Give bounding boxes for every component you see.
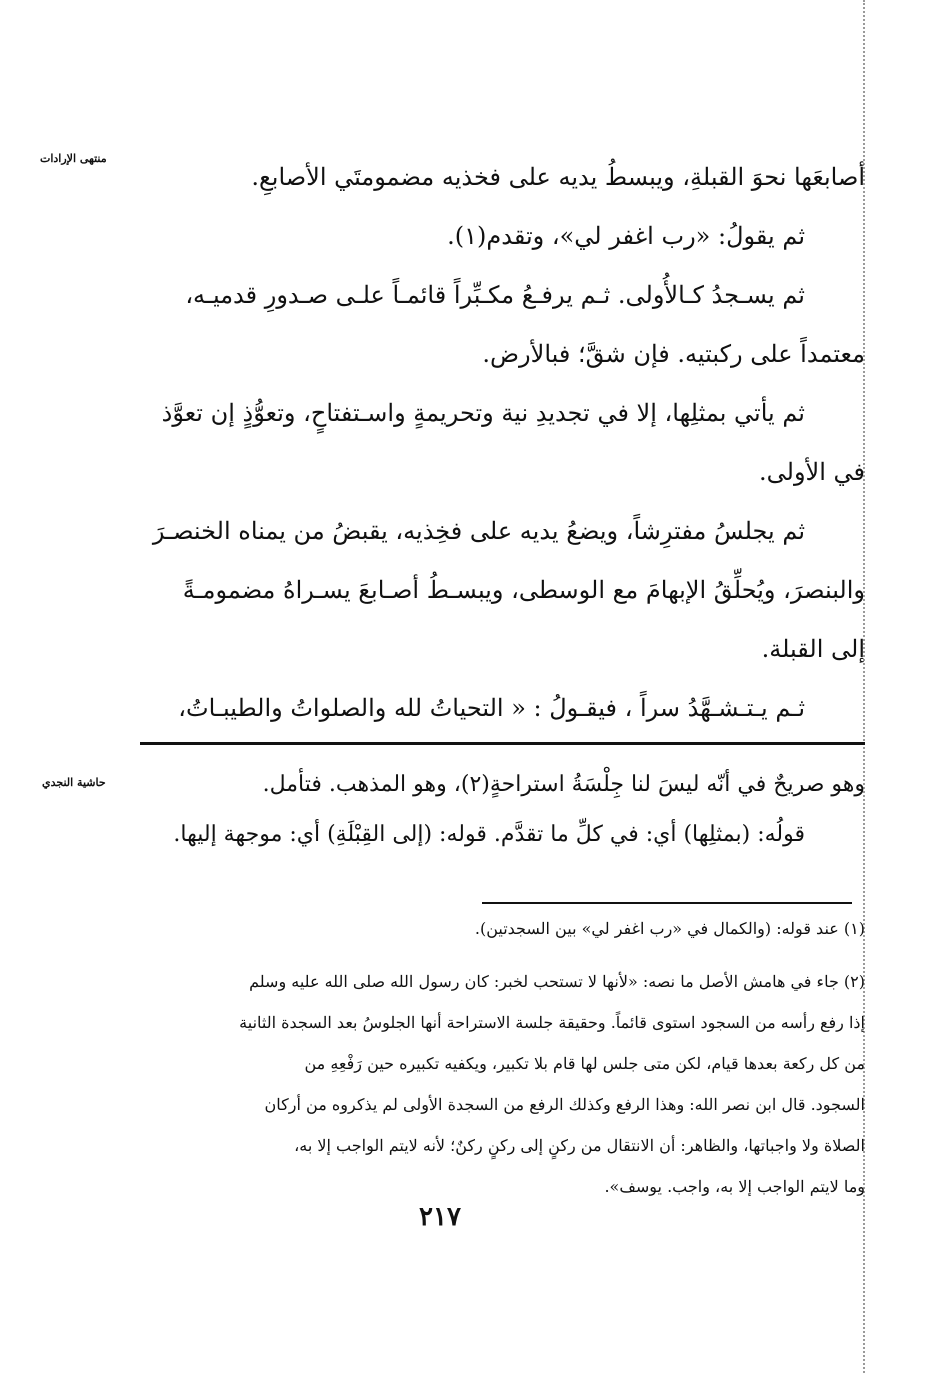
footnotes (140, 908, 865, 1207)
footnote-2-line: إذا رفع رأسه من السجود استوى قائماً. وحقيقة جلسة الاستراحة أنها الجلوسُ بعد السجدة الثانية (239, 1013, 865, 1032)
footnote-1: (١) عند قوله: (والكمال في «رب اغفر لي» بين السجدتين). (474, 919, 865, 938)
footnote-2-line: الصلاة ولا واجباتها، والظاهر: أن الانتقال من ركنٍ إلى ركنٍ ركنٌ؛ لأنه لايتم الواجب إلا به، (294, 1136, 865, 1155)
body-line: ثم يجلسُ مفترِشاً، ويضعُ يديه على فخِذيه، يقبضُ من يمناه الخنصـرَ (152, 517, 805, 545)
margin-label-hashiya: حاشية النجدي (42, 776, 106, 789)
body-line-separator: ثـم يـتـشـهَّدُ سراً ، فيقـولُ : « التحياتُ لله والصلواتُ والطيبـاتُ، (140, 679, 865, 745)
body-line: ثم يسـجدُ كـالأُولى. ثـم يرفـعُ مكـبِّراً قائمـاً علـى صـدورِ قدميـه، (185, 281, 805, 309)
body-line: في الأولى. (759, 458, 865, 486)
footnote-2-line: السجود. قال ابن نصر الله: وهذا الرفع وكذلك الرفع من السجدة الأولى لم يذكروه من أركان (264, 1095, 865, 1114)
body-line: أصابعَها نحوَ القبلةِ، ويبسطُ يديه على فخذيه مضمومتَي الأصابعِ. (251, 163, 865, 191)
hashiya-text (140, 760, 865, 860)
body-line: إلى القبلة. (761, 635, 865, 663)
body-line: معتمداً على ركبتيه. فإن شقَّ؛ فبالأرض. (482, 340, 865, 368)
hashiya-line: قولُه: (بمثلِها) أي: في كلِّ ما تقدَّم. قوله: (إلى القِبْلَةِ) أي: موجهة إليها. (173, 822, 805, 847)
hashiya-line: وهو صريحٌ في أنّه ليسَ لنا جِلْسَةُ استراحةٍ(٢)، وهو المذهب. فتأمل. (262, 772, 865, 797)
margin-label-muntaha: منتهى الإرادات (40, 152, 107, 165)
page-number: ٢١٧ (419, 1202, 461, 1232)
footnote-2-line: (٢) جاء في هامش الأصل ما نصه: «لأنها لا تستحب لخبر: كان رسول الله صلى الله عليه وسلم (249, 972, 865, 991)
footnote-2-line: من كل ركعة بعدها قيام، لكن متى جلس لها قام بلا تكبير، ويكفيه تكبيره حين رَفْعِهِ من (304, 1054, 865, 1073)
body-line: ثم يقولُ: «رب اغفر لي»، وتقدم(١). (447, 222, 805, 250)
footnote-2-line: وما لايتم الواجب إلا به، واجب. يوسف». (604, 1177, 865, 1196)
main-text (140, 148, 865, 745)
footnote-divider (482, 902, 852, 904)
body-line: ثم يأتي بمثلِها، إلا في تجديدِ نية وتحريمةٍ واسـتفتاحٍ، وتعوُّذٍ إن تعوَّذ (161, 399, 805, 427)
body-line: والبنصرَ، ويُحلِّقُ الإبهامَ مع الوسطى، ويبسـطُ أصـابعَ يسـراهُ مضمومـةً (182, 576, 865, 604)
footnote-spacer (140, 949, 865, 961)
